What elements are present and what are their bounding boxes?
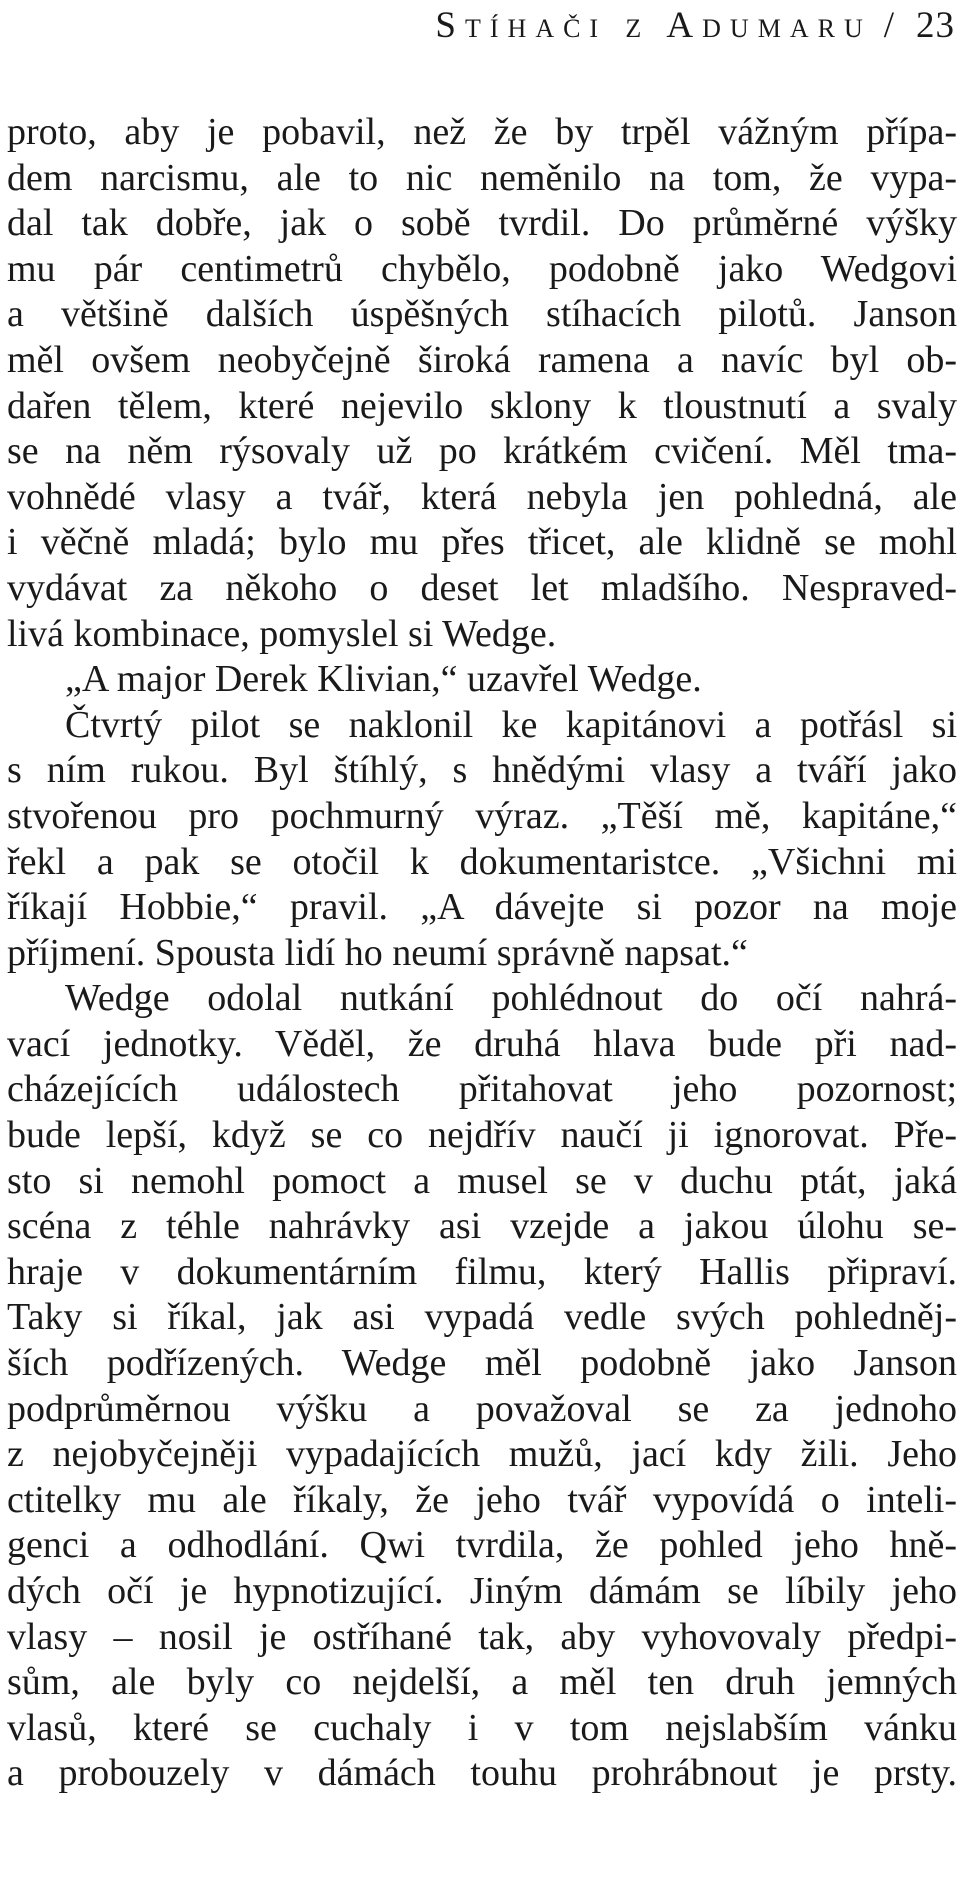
header-separator: / — [883, 5, 894, 46]
text-line: stvořenou pro pochmurný výraz. „Těší mě, kapitáne,“ — [7, 794, 957, 837]
paragraph-end-line: livá kombinace, pomyslel si Wedge. — [7, 612, 557, 655]
text-line: Taky si říkal, jak asi vypadá vedle svých pohledněj- — [7, 1296, 957, 1339]
text-line: a probouzely v dámách touhu prohrábnout je prsty. — [7, 1752, 957, 1795]
text-line: cházejících událostech přitahovat jeho pozornost; — [7, 1068, 957, 1111]
text-line: se na něm rýsovaly už po krátkém cvičení. Měl tma- — [7, 430, 957, 473]
body-text — [7, 110, 957, 1797]
text-line: proto, aby je pobavil, než že by trpěl vážným přípa- — [7, 111, 957, 153]
text-line: ctitelky mu ale říkaly, že jeho tvář vypovídá o inteli- — [7, 1478, 957, 1521]
running-header — [435, 4, 955, 52]
text-line: mu pár centimetrů chybělo, podobně jako Wedgovi — [7, 247, 957, 290]
text-line: genci a odhodlání. Qwi tvrdila, že pohled jeho hně- — [7, 1524, 957, 1567]
paragraph-first-line: „A major Derek Klivian,“ uzavřel Wedge. — [65, 658, 702, 701]
text-line: dal tak dobře, jak o sobě tvrdil. Do průměrné výšky — [7, 202, 957, 245]
text-line: vydávat za někoho o deset let mladšího. Nespraved- — [7, 566, 957, 609]
text-line: měl ovšem neobyčejně široká ramena a navíc byl ob- — [7, 338, 957, 381]
text-line: vohnědé vlasy a tvář, která nebyla jen pohledná, ale — [7, 475, 957, 518]
text-line: dých očí je hypnotizující. Jiným dámám se líbily jeho — [7, 1570, 957, 1612]
text-line: bude lepší, když se co nejdřív naučí ji ignorovat. Pře- — [7, 1114, 957, 1157]
text-line: dem narcismu, ale to nic neměnilo na tom, že vypa- — [7, 156, 957, 199]
paragraph-end-line: příjmení. Spousta lidí ho neumí správně napsat.“ — [7, 931, 748, 974]
text-line: z nejobyčejněji vypadajících mužů, jací kdy žili. Jeho — [7, 1433, 957, 1476]
paragraph-first-line: Čtvrtý pilot se naklonil ke kapitánovi a potřásl si — [65, 703, 957, 746]
text-line: a většině dalších úspěšných stíhacích pilotů. Janson — [7, 293, 957, 336]
text-line: vlasy – nosil je ostříhané tak, aby vyhovovaly předpi- — [7, 1615, 957, 1658]
text-line: dařen tělem, které nejevilo sklony k tloustnutí a svaly — [7, 384, 957, 427]
text-line: vlasů, které se cuchaly i v tom nejslabším vánku — [7, 1706, 957, 1749]
page-number: 23 — [916, 5, 955, 46]
text-line: podprůměrnou výšku a považoval se za jednoho — [7, 1387, 957, 1430]
text-line: sto si nemohl pomoct a musel se v duchu ptát, jaká — [7, 1159, 957, 1202]
text-line: řekl a pak se otočil k dokumentaristce. „Všichni mi — [7, 840, 957, 883]
text-line: i věčně mladá; bylo mu přes třicet, ale klidně se mohl — [7, 521, 957, 564]
text-line: sům, ale byly co nejdelší, a měl ten druh jemných — [7, 1661, 957, 1704]
text-line: scéna z téhle nahrávky asi vzejde a jakou úlohu se- — [7, 1205, 957, 1248]
text-line: hraje v dokumentárním filmu, který Hallis připraví. — [7, 1250, 957, 1293]
text-line: vací jednotky. Věděl, že druhá hlava bude při nad- — [7, 1022, 957, 1065]
text-line: říkají Hobbie,“ pravil. „A dávejte si pozor na moje — [7, 886, 957, 929]
text-line: s ním rukou. Byl štíhlý, s hnědými vlasy a tváří jako — [7, 749, 957, 792]
text-line: ších podřízených. Wedge měl podobně jako Janson — [7, 1342, 957, 1385]
paragraph-first-line: Wedge odolal nutkání pohlédnout do očí nahrá- — [65, 977, 957, 1020]
running-title: Stíhači z Adumaru — [435, 5, 872, 46]
